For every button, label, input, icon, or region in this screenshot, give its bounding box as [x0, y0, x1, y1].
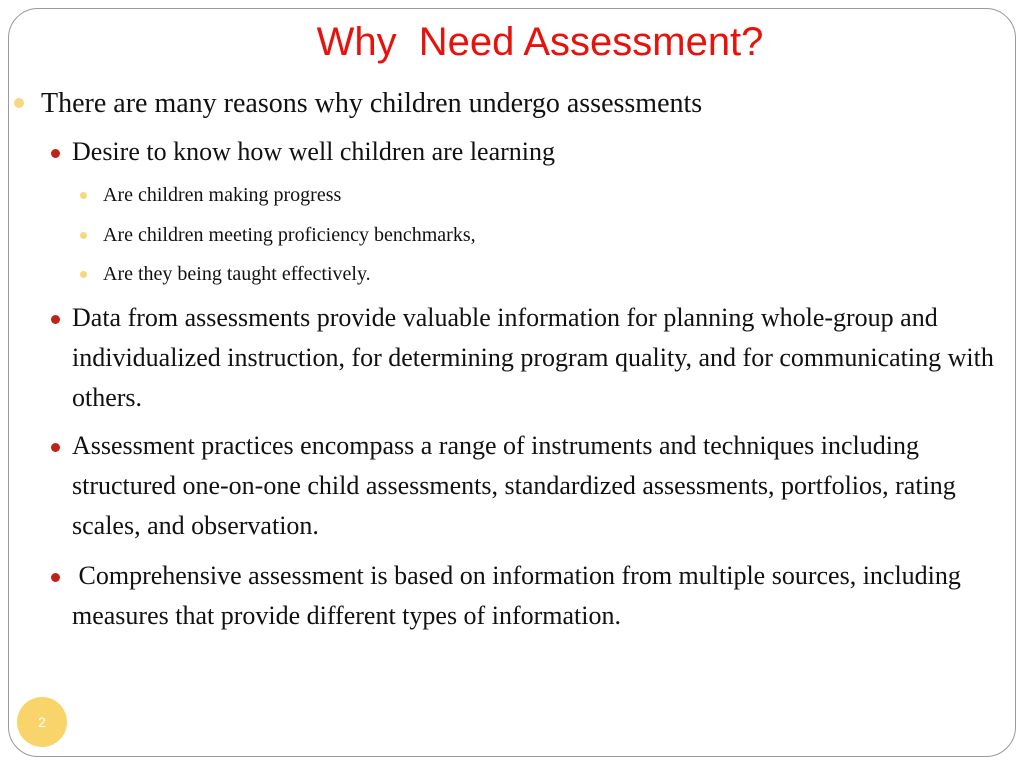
- bullet-dot-icon: [51, 315, 60, 324]
- bullet-text-practices: Assessment practices encompass a range of instruments and techniques including structured one-on-one child assessments, standardized assessments, portfolios, rating scales, and observation.: [72, 431, 956, 540]
- bullet-dot-icon: [51, 149, 60, 158]
- bullet-text-benchmarks: Are children meeting proficiency benchmarks,: [103, 224, 476, 246]
- bullet-text-desire: Desire to know how well children are learning: [72, 137, 556, 166]
- bullet-dot-icon: [80, 271, 87, 278]
- bullet-text-intro: There are many reasons why children undergo assessments: [41, 88, 703, 119]
- bullet-dot-icon: [80, 232, 87, 239]
- bullet-dot-icon: [51, 573, 60, 582]
- bullet-dot-icon: [51, 443, 60, 452]
- bullet-dot-icon: [80, 192, 87, 199]
- slide-title: Why Need Assessment?: [316, 20, 764, 64]
- bullet-text-data: Data from assessments provide valuable information for planning whole-group and individualized instruction, for determining program quality, and for communicating with others.: [72, 303, 994, 412]
- page-number-badge: 2: [17, 697, 67, 747]
- bullet-text-taught: Are they being taught effectively.: [103, 263, 371, 285]
- bullet-dot-icon: [14, 98, 24, 108]
- bullet-text-progress: Are children making progress: [103, 184, 342, 206]
- bullet-text-comprehensive: Comprehensive assessment is based on information from multiple sources, including measures that provide different types of information.: [72, 561, 968, 630]
